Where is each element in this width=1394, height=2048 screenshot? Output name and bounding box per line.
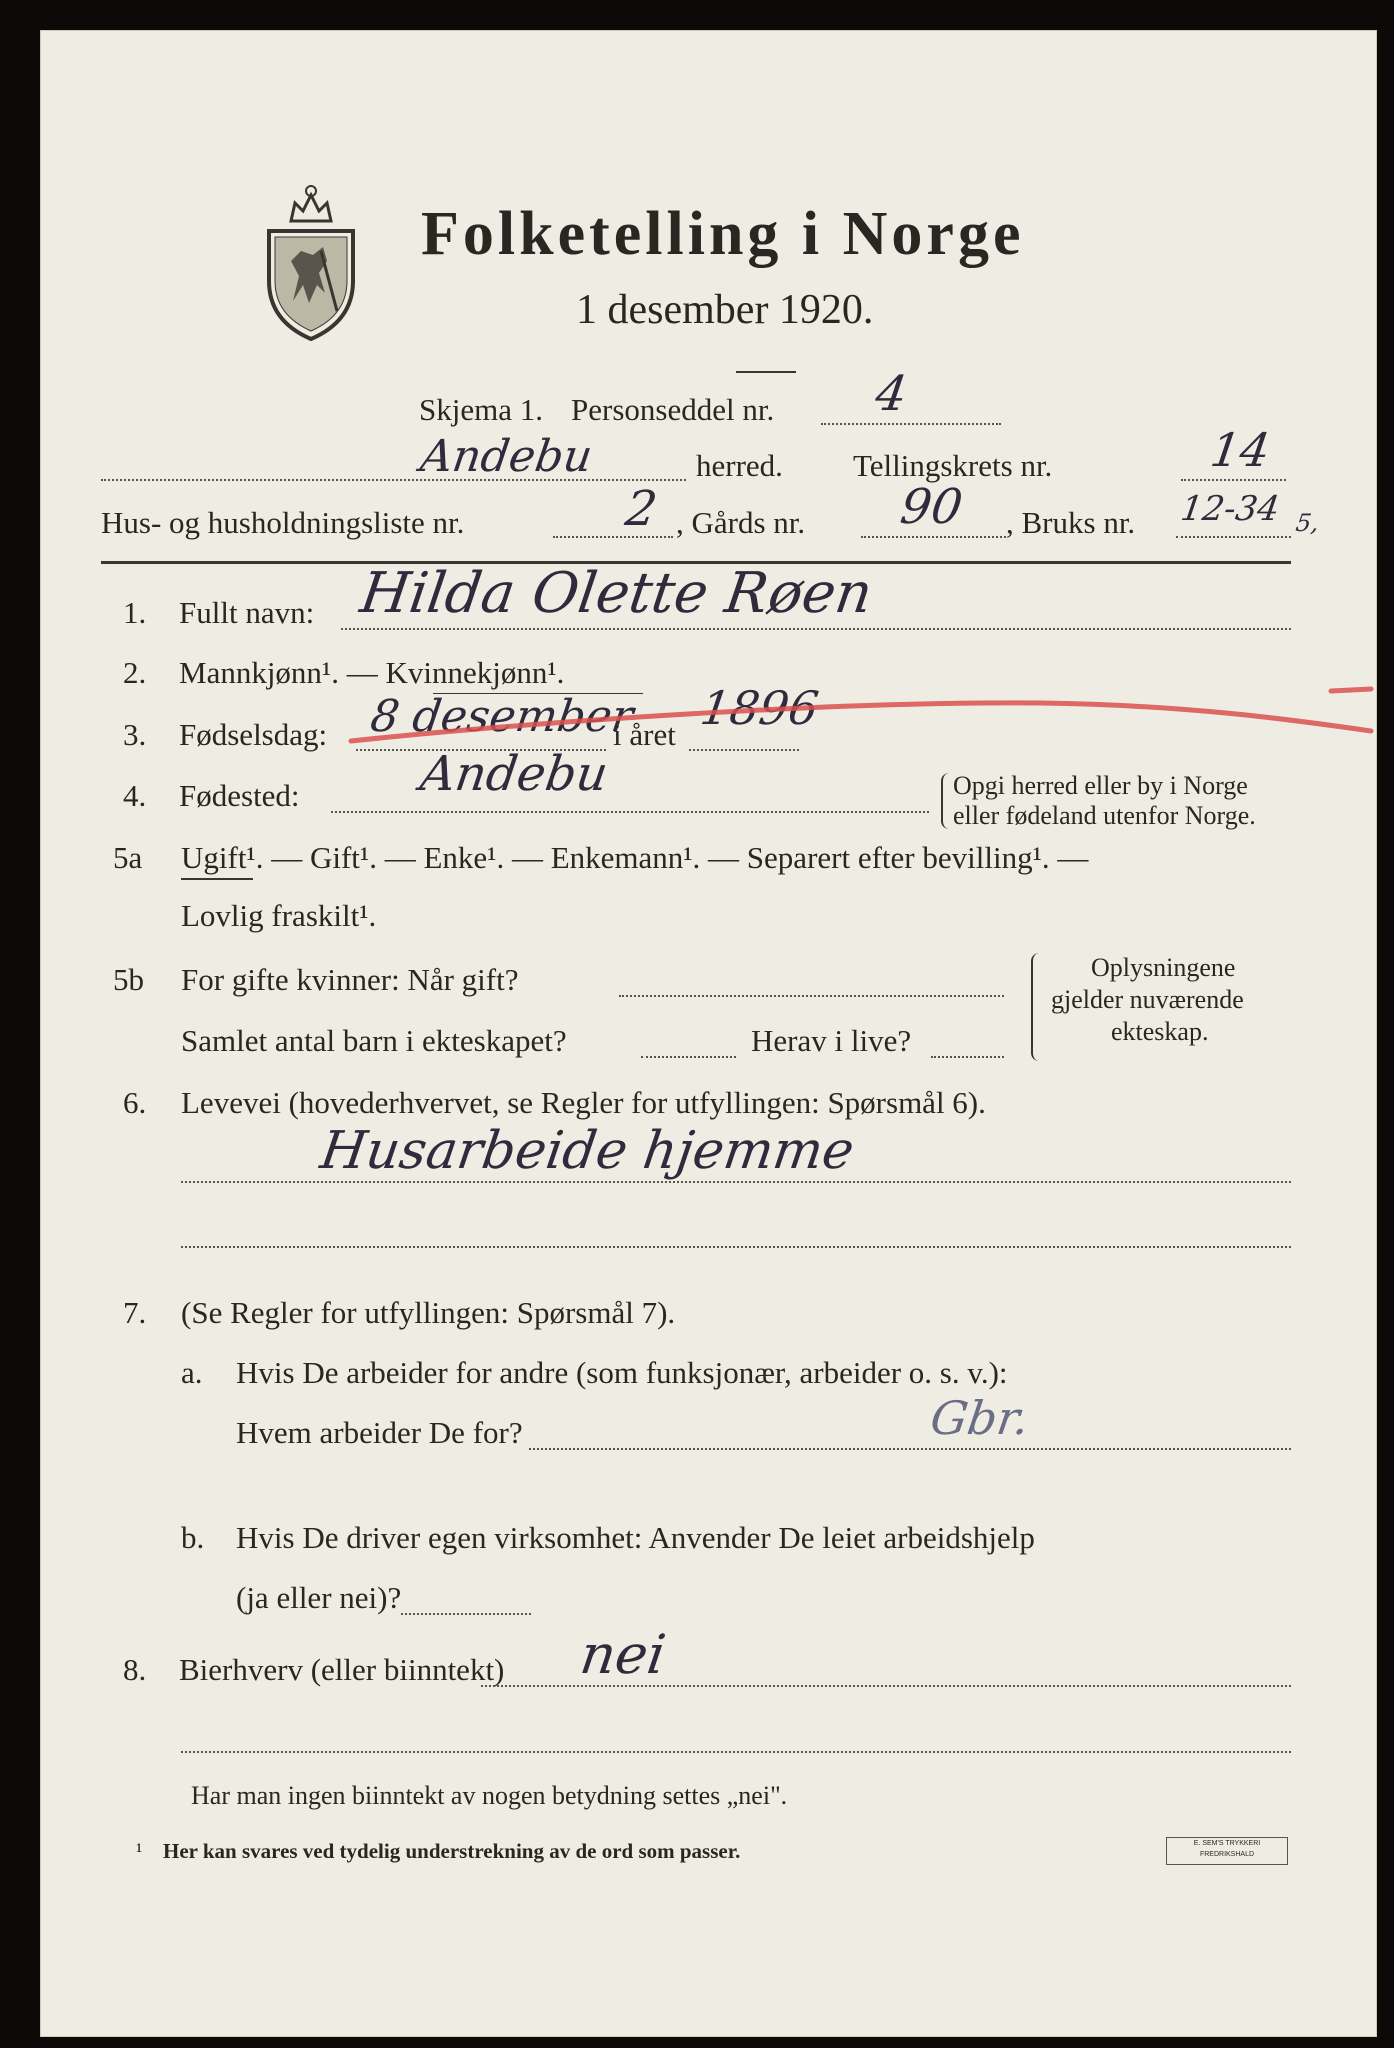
q8-number: 8. — [123, 1652, 147, 1687]
q6-line1 — [181, 1181, 1291, 1183]
norway-coat-of-arms-icon — [261, 181, 361, 341]
form-title: Folketelling i Norge — [421, 200, 1025, 268]
q7a-letter: a. — [181, 1355, 203, 1390]
ugift-underline — [181, 878, 253, 880]
q1-label: Fullt navn: — [179, 595, 315, 630]
birthday-value[interactable]: 8 desember — [367, 691, 637, 742]
herred-value[interactable]: Andebu — [417, 431, 596, 482]
gards-label: , Gårds nr. — [676, 505, 806, 540]
footer-note: Har man ingen biinntekt av nogen betydning settes „nei". — [191, 1781, 788, 1810]
herred-line — [101, 479, 686, 481]
q4-number: 4. — [123, 778, 147, 813]
hus-label: Hus- og husholdningsliste nr. — [101, 505, 465, 540]
hus-value[interactable]: 2 — [622, 481, 661, 537]
q7b-letter: b. — [181, 1520, 205, 1555]
full-name-value[interactable]: Hilda Olette Røen — [356, 561, 877, 626]
q5b-married-line — [619, 995, 1004, 997]
q7-number: 7. — [123, 1295, 147, 1330]
personseddel-label: Personseddel nr. — [571, 392, 775, 427]
personseddel-value[interactable]: 4 — [872, 366, 911, 422]
q1-line — [341, 628, 1291, 630]
q7b-line — [401, 1613, 531, 1615]
q5b-note-line3: ekteskap. — [1111, 1017, 1209, 1046]
q5b-alive-line — [931, 1056, 1004, 1058]
q2-number: 2. — [123, 655, 147, 690]
printer-stamp: E. SEM'S TRYKKERI FREDRIKSHALD — [1166, 1837, 1288, 1865]
gards-value[interactable]: 90 — [897, 479, 967, 535]
q7a-label: Hvis De arbeider for andre (som funksjonær, arbeider o. s. v.): — [236, 1355, 1008, 1390]
q4-note-brace — [941, 773, 951, 829]
birth-year-value[interactable]: 1896 — [697, 681, 822, 735]
hus-line — [553, 536, 673, 538]
q3-year-label: i året — [613, 717, 676, 752]
q5b-note-line2: gjelder nuværende — [1051, 985, 1244, 1014]
personseddel-line — [821, 423, 1001, 425]
q5a-number: 5a — [113, 840, 143, 875]
q4-label: Fødested: — [179, 778, 300, 813]
q5b-label3: Herav i live? — [751, 1023, 912, 1058]
birthplace-value[interactable]: Andebu — [417, 746, 612, 802]
q1-number: 1. — [123, 595, 147, 630]
employer-value[interactable]: Gbr. — [927, 1391, 1033, 1445]
occupation-value[interactable]: Husarbeide hjemme — [316, 1121, 858, 1181]
q3-label: Fødselsdag: — [179, 717, 328, 752]
bruks-label: , Bruks nr. — [1006, 505, 1136, 540]
footnote-text: Her kan svares ved tydelig understrekning av de ord som passer. — [163, 1839, 741, 1863]
side-income-value[interactable]: nei — [576, 1623, 670, 1686]
census-date: 1 desember 1920. — [576, 287, 874, 333]
bruks-value[interactable]: 12-34 — [1178, 489, 1282, 529]
q5b-label2: Samlet antal barn i ekteskapet? — [181, 1023, 567, 1058]
q5b-children-line — [641, 1056, 736, 1058]
bruks-extra[interactable]: 5, — [1294, 509, 1321, 537]
footnote-mark: ¹ — [136, 1839, 143, 1863]
tellingskrets-label: Tellingskrets nr. — [853, 448, 1053, 483]
q2-label: Mannkjønn¹. — Kvinnekjønn¹. — [179, 655, 565, 690]
census-form — [40, 30, 1377, 2037]
q6-number: 6. — [123, 1085, 147, 1120]
bruks-line — [1176, 536, 1291, 538]
q4-note-line1: Opgi herred eller by i Norge — [953, 771, 1248, 800]
q5b-note-brace — [1031, 953, 1043, 1061]
schema-label: Skjema 1. — [419, 392, 543, 427]
q8-line2 — [181, 1751, 1291, 1753]
q5a-label2: Lovlig fraskilt¹. — [181, 898, 377, 933]
q7-label: (Se Regler for utfyllingen: Spørsmål 7). — [181, 1295, 676, 1330]
gards-line — [861, 536, 1006, 538]
tellingskrets-value[interactable]: 14 — [1207, 423, 1274, 477]
q7a-label2: Hvem arbeider De for? — [236, 1415, 523, 1450]
q5b-note-line1: Oplysningene — [1091, 953, 1236, 982]
q6-label: Levevei (hovederhvervet, se Regler for utfyllingen: Spørsmål 6). — [181, 1085, 986, 1120]
q5a-label: Ugift¹. — Gift¹. — Enke¹. — Enkemann¹. — Separert efter bevilling¹. — — [181, 840, 1089, 875]
tellingskrets-line — [1181, 479, 1286, 481]
q5b-number: 5b — [113, 962, 144, 997]
q6-line2 — [181, 1246, 1291, 1248]
q8-label: Bierhverv (eller biinntekt) — [179, 1652, 505, 1687]
q5b-label: For gifte kvinner: Når gift? — [181, 962, 519, 997]
q4-line — [331, 811, 929, 813]
q7b-label: Hvis De driver egen virksomhet: Anvender De leiet arbeidshjelp — [236, 1520, 1035, 1555]
herred-label: herred. — [696, 448, 783, 483]
q7b-label2: (ja eller nei)? — [236, 1580, 402, 1615]
q7a-line — [529, 1448, 1291, 1450]
q4-note-line2: eller fødeland utenfor Norge. — [953, 801, 1256, 830]
q3-number: 3. — [123, 717, 147, 752]
title-divider — [736, 371, 796, 373]
